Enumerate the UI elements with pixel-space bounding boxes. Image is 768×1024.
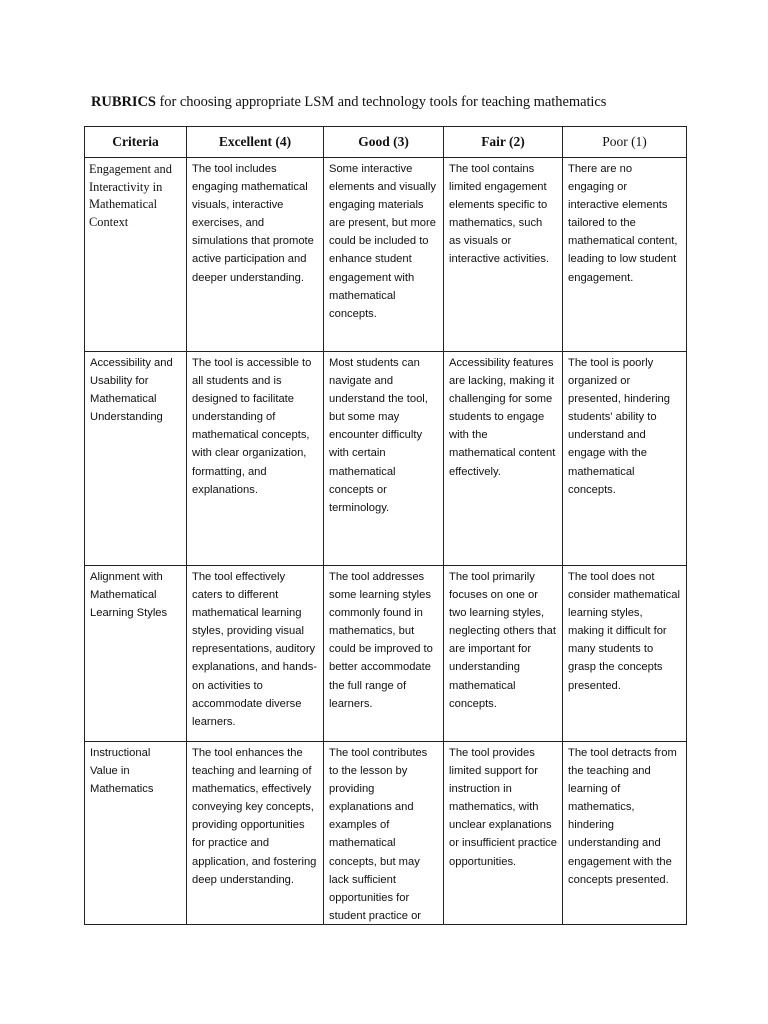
fair-text: The tool primarily focuses on one or two learning styles, neglecting others that are important for understanding mathematical concepts.	[449, 571, 556, 710]
rubric-table	[84, 126, 687, 925]
excellent-text: The tool includes engaging mathematical visuals, interactive exercises, and simulations that promote active participation and deeper understanding.	[192, 163, 314, 284]
header-poor: Poor (1)	[563, 127, 687, 158]
table-row	[85, 566, 687, 742]
document-title-lead: RUBRICS	[91, 94, 156, 110]
good-text: The tool contributes to the lesson by providing explanations and examples of mathematical concepts, but may lack sufficient opportunities for student practice or	[329, 747, 428, 922]
fair-text: The tool contains limited engagement elements specific to mathematics, such as visuals or interactive activities.	[449, 163, 550, 266]
excellent-cell	[187, 742, 324, 925]
fair-text: The tool provides limited support for instruction in mathematics, with unclear explanations or insufficient practice opportunities.	[449, 747, 557, 868]
excellent-text: The tool is accessible to all students and is designed to facilitate understanding of mathematical concepts, with clear organization, formatting, and explanations.	[192, 357, 312, 496]
good-cell	[324, 352, 444, 566]
table-row	[85, 742, 687, 925]
good-text: Most students can navigate and understand the tool, but some may encounter difficulty with certain mathematical concepts or terminology.	[329, 357, 428, 514]
criteria-text: Accessibility and Usability for Mathematical Understanding	[90, 357, 173, 424]
criteria-cell	[85, 158, 187, 352]
excellent-cell	[187, 566, 324, 742]
document-title	[91, 92, 731, 112]
good-cell	[324, 566, 444, 742]
poor-text: The tool does not consider mathematical learning styles, making it difficult for many students to grasp the concepts presented.	[568, 571, 680, 692]
criteria-cell	[85, 352, 187, 566]
header-good: Good (3)	[324, 127, 444, 158]
table-row	[85, 352, 687, 566]
excellent-text: The tool enhances the teaching and learning of mathematics, effectively conveying key concepts, providing opportunities for practice and application, and fostering deep understanding.	[192, 747, 317, 886]
excellent-cell	[187, 352, 324, 566]
good-cell	[324, 158, 444, 352]
excellent-cell	[187, 158, 324, 352]
criteria-cell	[85, 566, 187, 742]
poor-text: The tool is poorly organized or presented, hindering students' ability to understand and engage with the mathematical concepts.	[568, 357, 671, 496]
poor-text: The tool detracts from the teaching and learning of mathematics, hindering understanding and engagement with the concepts presented.	[568, 747, 677, 886]
table-row	[85, 158, 687, 352]
poor-text: There are no engaging or interactive elements tailored to the mathematical content, leading to low student engagement.	[568, 163, 678, 284]
criteria-text: Instructional Value in Mathematics	[90, 747, 154, 796]
good-text: The tool addresses some learning styles commonly found in mathematics, but could be improved to better accommodate the full range of learners.	[329, 571, 433, 710]
poor-cell	[563, 566, 687, 742]
table-header-row	[85, 127, 687, 158]
document-title-rest: for choosing appropriate LSM and technology tools for teaching mathematics	[155, 94, 607, 110]
criteria-text: Engagement and Interactivity in Mathematical Context	[89, 162, 172, 229]
good-text: Some interactive elements and visually engaging materials are present, but more could be included to enhance student engagement with mathematical concepts.	[329, 163, 436, 320]
header-criteria: Criteria	[85, 127, 187, 158]
fair-cell	[444, 158, 563, 352]
fair-cell	[444, 352, 563, 566]
header-excellent: Excellent (4)	[187, 127, 324, 158]
header-fair: Fair (2)	[444, 127, 563, 158]
criteria-cell	[85, 742, 187, 925]
fair-text: Accessibility features are lacking, making it challenging for some students to engage with the mathematical content effectively.	[449, 357, 556, 478]
fair-cell	[444, 566, 563, 742]
poor-cell	[563, 742, 687, 925]
fair-cell	[444, 742, 563, 925]
good-cell	[324, 742, 444, 925]
excellent-text: The tool effectively caters to different mathematical learning styles, providing visual representations, auditory explanations, and hands-on activities to accommodate diverse learners.	[192, 571, 318, 728]
poor-cell	[563, 158, 687, 352]
criteria-text: Alignment with Mathematical Learning Styles	[90, 571, 168, 620]
poor-cell	[563, 352, 687, 566]
